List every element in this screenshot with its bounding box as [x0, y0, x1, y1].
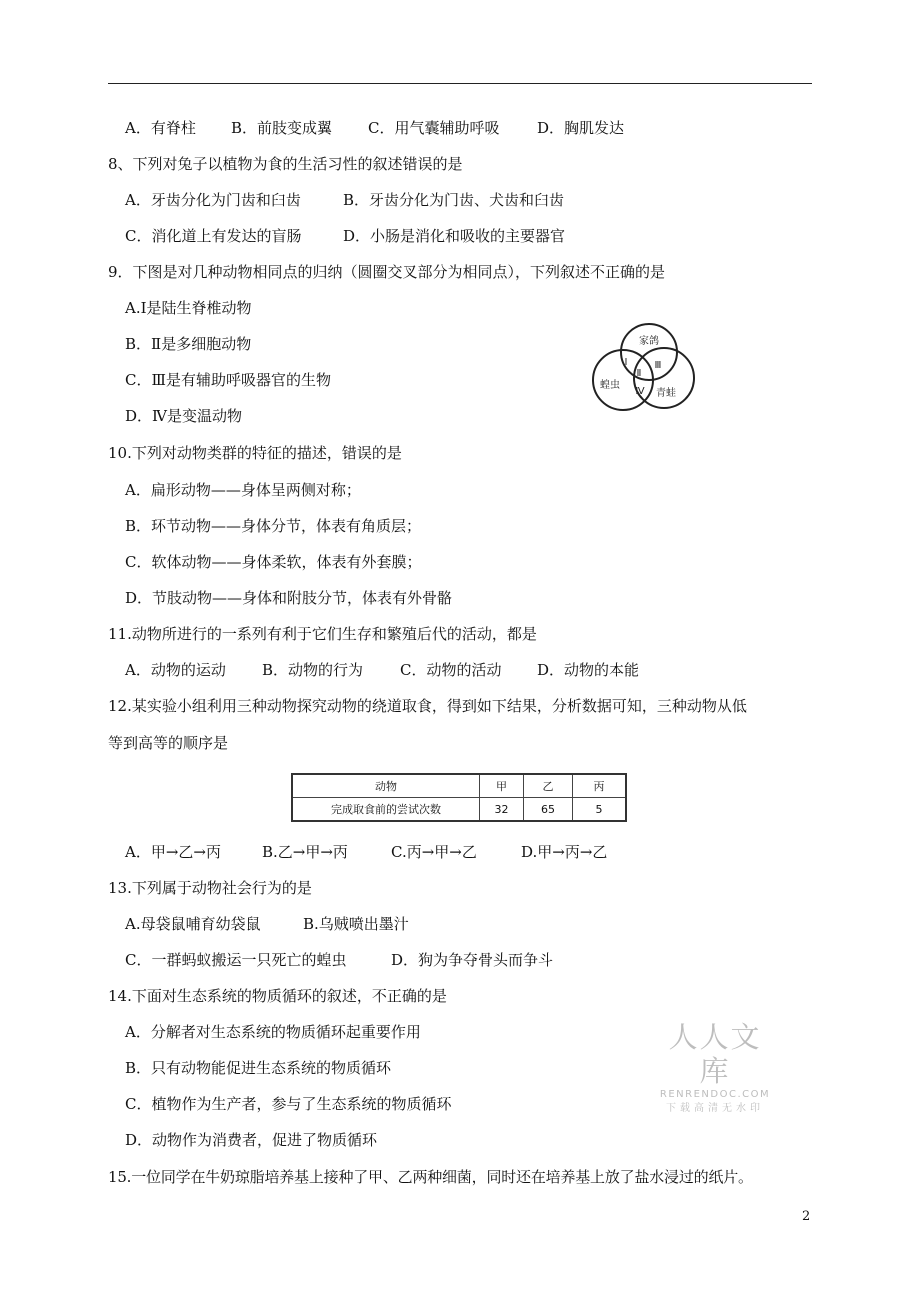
table-header-animal: 动物: [292, 774, 480, 798]
page-number: 2: [802, 1209, 811, 1224]
q10-option-c: C．软体动物——身体柔软，体表有外套膜；: [125, 553, 422, 571]
q9-option-c: C．Ⅲ是有辅助呼吸器官的生物: [125, 371, 331, 389]
q8-option-b: B．牙齿分化为门齿、犬齿和臼齿: [343, 191, 565, 209]
q14-option-d: D．动物作为消费者，促进了物质循环: [125, 1131, 378, 1149]
q10-option-a: A．扁形动物——身体呈两侧对称；: [125, 481, 361, 499]
q11-option-a: A．动物的运动: [125, 661, 226, 679]
header-rule: [108, 83, 812, 84]
venn-label-frog: 青蛙: [656, 388, 676, 399]
q7-option-a: A．有脊柱: [125, 119, 196, 137]
q14-option-b: B．只有动物能促进生态系统的物质循环: [125, 1059, 392, 1077]
watermark-subtitle: 下载高清无水印: [666, 1103, 764, 1114]
q11-option-d: D．动物的本能: [537, 661, 640, 679]
q11-option-c: C．动物的活动: [400, 661, 502, 679]
q12-stem-line2: 等到高等的顺序是: [108, 734, 229, 752]
q9-option-a: A.Ⅰ是陆生脊椎动物: [125, 299, 252, 317]
q10-stem: 10.下列对动物类群的特征的描述，错误的是: [108, 444, 402, 462]
venn-circle-frog: [634, 348, 694, 408]
q8-option-a: A．牙齿分化为门齿和臼齿: [125, 191, 301, 209]
venn-diagram: [588, 322, 708, 414]
q12-option-b: B.乙→甲→丙: [262, 843, 348, 861]
venn-region-3: Ⅲ: [654, 360, 662, 371]
q11-option-b: B．动物的行为: [262, 661, 364, 679]
q13-option-d: D．狗为争夺骨头而争斗: [391, 951, 554, 969]
table-value-bing: 5: [573, 798, 627, 822]
q8-option-d: D．小肠是消化和吸收的主要器官: [343, 227, 566, 245]
q12-option-d: D.甲→丙→乙: [521, 843, 608, 861]
table-header-yi: 乙: [524, 774, 573, 798]
q12-data-table: [291, 773, 627, 822]
q14-option-c: C．植物作为生产者，参与了生态系统的物质循环: [125, 1095, 452, 1113]
table-header-jia: 甲: [480, 774, 524, 798]
q8-stem: 8、下列对兔子以植物为食的生活习性的叙述错误的是: [108, 155, 463, 173]
q7-option-b: B．前肢变成翼: [231, 119, 333, 137]
q7-option-c: C．用气囊辅助呼吸: [368, 119, 500, 137]
watermark-title: 人人文库: [668, 1020, 762, 1088]
venn-region-4: Ⅳ: [635, 386, 645, 397]
q9-option-b: B．Ⅱ是多细胞动物: [125, 335, 252, 353]
table-header-bing: 丙: [573, 774, 627, 798]
venn-label-locust: 蝗虫: [600, 380, 620, 391]
q11-stem: 11.动物所进行的一系列有利于它们生存和繁殖后代的活动，都是: [108, 625, 537, 643]
q15-stem: 15.一位同学在牛奶琼脂培养基上接种了甲、乙两种细菌，同时还在培养基上放了盐水浸过的纸片。: [108, 1168, 753, 1186]
table-row-label: 完成取食前的尝试次数: [292, 798, 480, 822]
q7-option-d: D．胸肌发达: [537, 119, 625, 137]
q13-option-b: B.乌贼喷出墨汁: [303, 915, 409, 933]
q14-stem: 14.下面对生态系统的物质循环的叙述，不正确的是: [108, 987, 447, 1005]
q9-stem: 9．下图是对几种动物相同点的归纳（圆圈交叉部分为相同点），下列叙述不正确的是: [108, 263, 666, 281]
q10-option-d: D．节肢动物——身体和附肢分节，体表有外骨骼: [125, 589, 453, 607]
q12-stem-line1: 12.某实验小组利用三种动物探究动物的绕道取食，得到如下结果，分析数据可知，三种动物从低: [108, 697, 747, 715]
q13-option-a: A.母袋鼠哺育幼袋鼠: [125, 915, 261, 933]
q14-option-a: A．分解者对生态系统的物质循环起重要作用: [125, 1023, 421, 1041]
q9-option-d: D．Ⅳ是变温动物: [125, 407, 243, 425]
watermark: [654, 1020, 776, 1116]
q13-option-c: C．一群蚂蚁搬运一只死亡的蝗虫: [125, 951, 347, 969]
venn-region-1: Ⅰ: [624, 357, 628, 368]
q12-option-a: A．甲→乙→丙: [125, 843, 221, 861]
q13-stem: 13.下列属于动物社会行为的是: [108, 879, 312, 897]
watermark-url: RENRENDOC.COM: [659, 1089, 771, 1100]
table-value-jia: 32: [480, 798, 524, 822]
table-value-yi: 65: [524, 798, 573, 822]
venn-region-2: Ⅱ: [636, 368, 642, 379]
venn-label-pigeon: 家鸽: [639, 336, 659, 347]
q12-option-c: C.丙→甲→乙: [391, 843, 477, 861]
q8-option-c: C．消化道上有发达的盲肠: [125, 227, 302, 245]
q10-option-b: B．环节动物——身体分节，体表有角质层；: [125, 517, 422, 535]
